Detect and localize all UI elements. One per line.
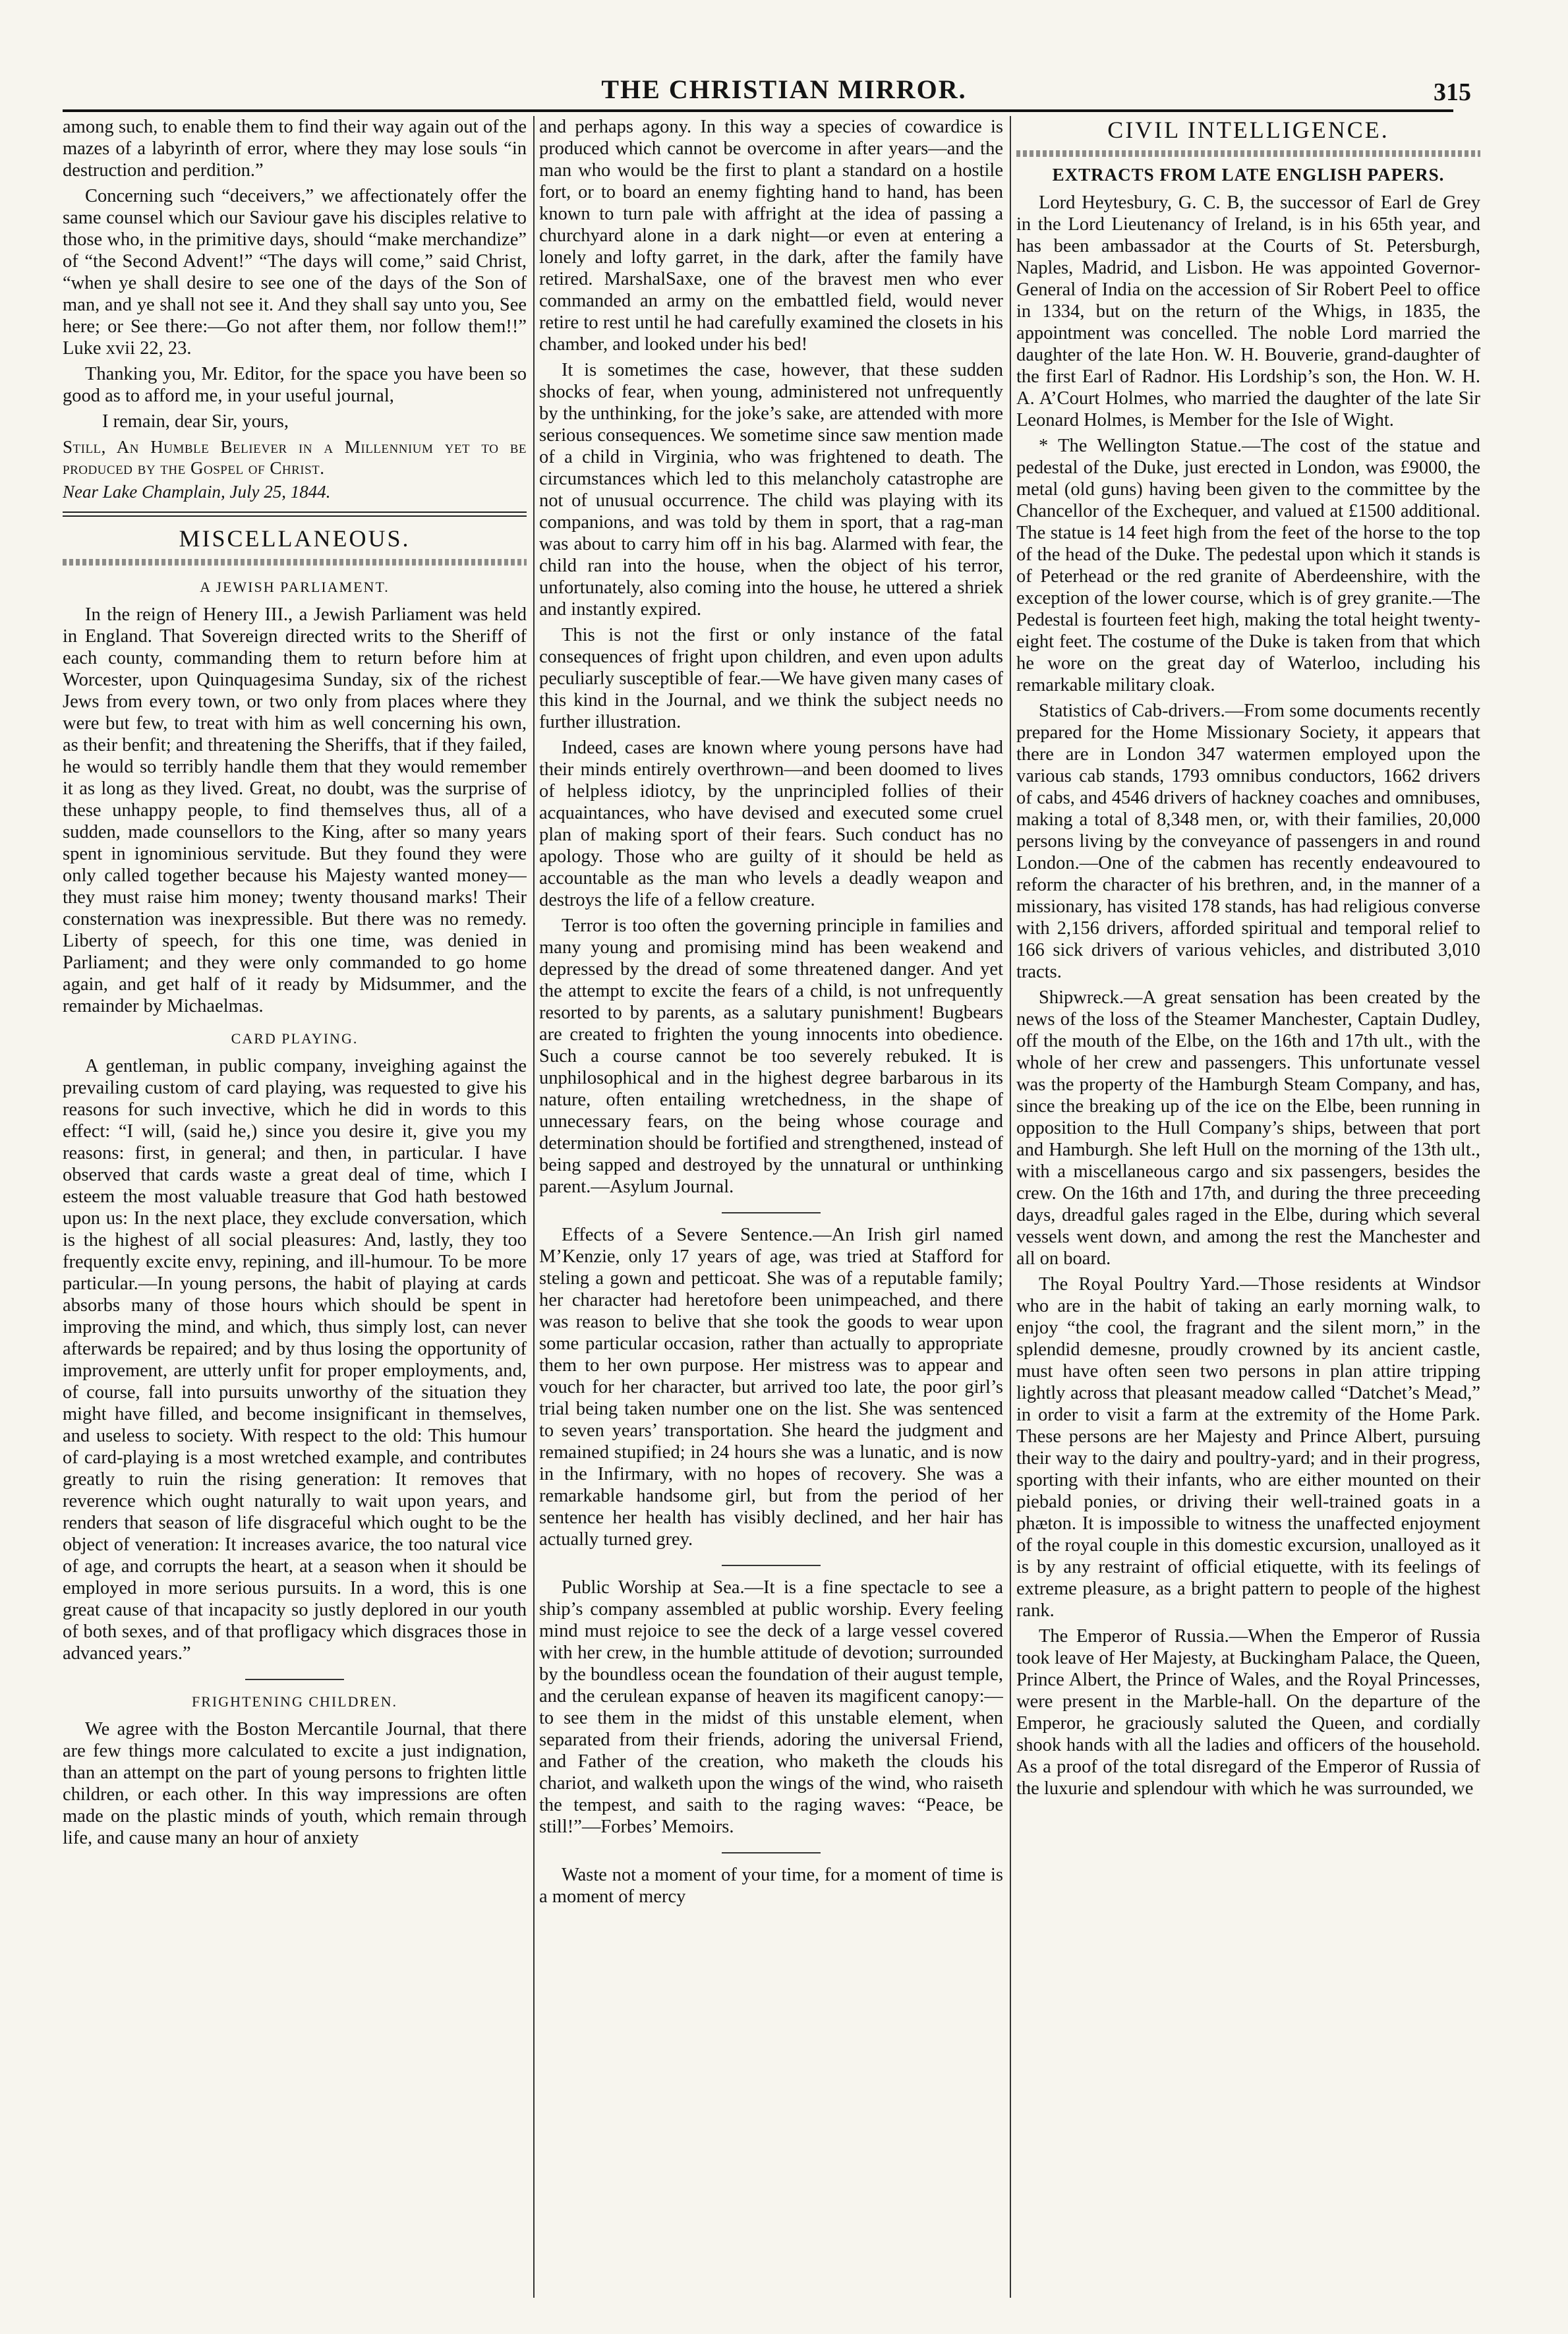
letter-paragraph: among such, to enable them to find their way again out of the mazes of a labyrinth of error, where they may lose souls “in destruction and perdition.” [63, 117, 527, 181]
letter-signature: Still, An Humble Believer in a Millennium yet to be produced by the Gospel of Christ. [63, 437, 527, 478]
article-divider [245, 1679, 344, 1680]
article-text: Lord Heytesbury, G. C. B, the successor of Earl de Grey in the Lord Lieutenancy of Ireland, is in his 65th year, and has been ambassador at the Courts of St. Petersburgh, Naples, Madrid, and Lisbon. He was appointed Governor-General of India on the accession of Sir Robert Peel to office in 1334, but on the return of the Whigs, in 1835, the appointment was concelled. The noble Lord married the daughter of the late Hon. W. H. Bouverie, grand-daughter of the first Earl of Radnor. His Lordship’s son, the Hon. W. H. A. A’Court Holmes, who married the daughter of the late Sir Leonard Holmes, is Member for the Isle of Wight. [1016, 192, 1480, 430]
article-heading: A JEWISH PARLIAMENT. [200, 579, 390, 595]
article-text: We agree with the Boston Mercantile Journal, that there are few things more calculated to excite a just indignation, than an attempt on the part of young persons to frighten little children, or each other. In this way impressions are often made on the plastic minds of youth, which remain through life, and cause many an hour of anxiety [63, 1719, 527, 1848]
article-text: This is not the first or only instance of the fatal consequences of fright upon children, and even upon adults peculiarly susceptible of fear.—We have given many cases of this kind in the Journal, and we think the subject needs no further illustration. [539, 625, 1003, 732]
article-divider [722, 1852, 821, 1853]
article-text: Public Worship at Sea.—It is a fine spectacle to see a ship’s company assembled at public worship. Every feeling mind must rejoice to see the deck of a large vessel covered with her crew, in the humble attitude of devotion; surrounded by the boundless ocean the foundation of their august temple, and the cerulean expanse of heaven its magificent canopy:—to see them in the midst of this unstable element, when separated from their friends, adoring the universal Friend, and Father of the creation, who maketh the clouds his chariot, and walketh upon the wings of the wind, who raiseth the tempest, and saith to the raging waves: “Peace, be still!”—Forbes’ Memoirs. [539, 1577, 1003, 1837]
header-rule [63, 109, 1453, 112]
article-text: The Emperor of Russia.—When the Emperor of Russia took leave of Her Majesty, at Buckingham Palace, the Queen, Prince Albert, the Prince of Wales, and the Royal Princesses, were present in the Marble-hall. On the departure of the Emperor, he graciously saluted the Queen, and cordially shook hands with all the ladies and officers of the household. As a proof of the total disregard of the Emperor of Russia of the luxurie and splendour with which he was surrounded, we [1016, 1626, 1480, 1799]
column-2 [539, 116, 1003, 2304]
article-text: Waste not a moment of your time, for a moment of time is a moment of mercy [539, 1865, 1003, 1907]
article-text: In the reign of Henery III., a Jewish Parliament was held in England. That Sovereign directed writs to the Sheriff of each county, commanding them to return before him at Worcester, upon Quinquagesima Sunday, six of the richest Jews from every town, or two only from places where they were but few, to treat with him as well concerning his own, as their benfit; and threatening the Sheriffs, that if they failed, he would so terribly handle them that they would remember it as long as they lived. Great, no doubt, was the surprise of these unhappy people, to find themselves thus, all of a sudden, made counsellors to the King, after so many years spent in ignominious servitude. But they found they were only called together because his Majesty wanted money—they must raise him money; twenty thousand marks! Their consternation was inexpressible. But there was no remedy. Liberty of speech, for this one time, was denied in Parliament; and they were only commanded to go home again, and get half of it ready by Midsummer, and the remainder by Michaelmas. [63, 604, 527, 1016]
article-divider [722, 1565, 821, 1566]
article-heading: FRIGHTENING CHILDREN. [191, 1693, 398, 1710]
page-number: 315 [1434, 78, 1471, 106]
section-heading-miscellaneous: MISCELLANEOUS. [179, 525, 411, 552]
column-divider [1010, 116, 1011, 2298]
section-rule [63, 511, 527, 517]
article-text: Statistics of Cab-drivers.—From some documents recently prepared for the Home Missionary Society, it appears that there are in London 347 watermen employed upon the various cab stands, 1793 omnibus conductors, 1662 drivers of cabs, and 4546 drivers of hackney coaches and omnibuses, making a total of 8,348 men, or, with their families, 20,000 persons living by the conveyance of passengers in and round London.—One of the cabmen has recently endeavoured to reform the character of his brethren, and, in the manner of a missionary, has visited 178 stands, has had religious converse with 2,156 drivers, afforded spiritual and temporal relief to 166 sick drivers of various vehicles, and distributed 3,010 tracts. [1016, 701, 1480, 982]
column-divider [533, 116, 535, 2298]
article-text: Effects of a Severe Sentence.—An Irish girl named M’Kenzie, only 17 years of age, was tried at Stafford for steling a gown and petticoat. She was of a reputable family; her character had heretofore been unimpeached, and there was reason to belive that she took the goods to wear upon some particular occasion, rather than actually to appropriate them to her own purpose. Her mistress was to appear and vouch for her character, but arrived too late, the poor girl’s trial being taken number one on the list. She was sentenced to seven years’ transportation. She heard the judgment and remained stupified; in 24 hours she was a lunatic, and is now in the Infirmary, with no hopes of recovery. She was a remarkable handsome girl, but from the period of her sentence her health has visibly declined, and her hair has actually turned grey. [539, 1225, 1003, 1550]
article-text: Terror is too often the governing principle in families and many young and promising mind has been weakend and depressed by the dread of some threatened danger. And yet the attempt to excite the fears of a child, is not unfrequently resorted to by parents, as a salutary punishment! Bugbears are created to frighten the young innocents into obedience. Such a course cannot be too severely rebuked. It is unphilosophical and in the highest degree barbarous in its nature, often entailing wretchedness, in the shape of unnecessary fears, on the being whose courage and determination should be fortified and strengthened, instead of being sapped and destroyed by the unnatural or unthinking parent.—Asylum Journal. [539, 916, 1003, 1197]
article-text: and perhaps agony. In this way a species of cowardice is produced which cannot be overcome in after years—and the man who would be the first to plant a standard on a hostile fort, or to board an enemy fighting hand to hand, has been known to turn pale with affright at the idea of passing a churchyard alone in a dark night—or even at entering a lonely and lofty garret, in the dark, after the family have retired. MarshalSaxe, one of the bravest men who ever commanded an army on the embattled field, would never retire to rest until he had carefully examined the closets in his chamber, and looked under his bed! [539, 117, 1003, 355]
article-text: Indeed, cases are known where young persons have had their minds entirely overthrown—and been doomed to lives of helpless idiotcy, by the unprincipled follies of their acquaintances, who have devised and executed some cruel plan of making sport of their fears. Such conduct has no apology. Those who are guilty of it should be held as accountable as the man who levels a deadly weapon and destroys the life of a fellow creature. [539, 738, 1003, 910]
column-3 [1016, 116, 1480, 2304]
article-heading: CARD PLAYING. [231, 1030, 359, 1047]
section-heading-civil-intelligence: CIVIL INTELLIGENCE. [1107, 117, 1389, 143]
decorative-rule [63, 559, 527, 566]
decorative-rule [1016, 150, 1480, 157]
article-text: The Royal Poultry Yard.—Those residents at Windsor who are in the habit of taking an early morning walk, to enjoy “the cool, the fragrant and the silent morn,” in the splendid demesne, proudly crowned by its ancient castle, must have often seen two persons in plan attire tripping lightly across that pleasant meadow called “Datchet’s Mead,” in order to visit a farm at the extremity of the Home Park. These persons are her Majesty and Prince Albert, pursuing their way to the dairy and poultry-yard; and in their progress, sporting with their infants, who are either mounted on their piebald ponies, or driving their well-trained goats in a phæton. It is impossible to witness the unaffected enjoyment of the royal couple in this domestic excursion, unalloyed as it is by any restraint of official etiquette, with its feelings of extreme pleasure, as a bright pattern to people of the highest rank. [1016, 1274, 1480, 1621]
letter-paragraph: Thanking you, Mr. Editor, for the space you have been so good as to afford me, in your useful journal, [63, 364, 527, 406]
letter-dateline: Near Lake Champlain, July 25, 1844. [63, 482, 331, 502]
section-subheading: EXTRACTS FROM LATE ENGLISH PAPERS. [1052, 165, 1445, 185]
article-text: * The Wellington Statue.—The cost of the statue and pedestal of the Duke, just erected in London, was £9000, the metal (old guns) having been given to the committee by the Chancellor of the Exchequer, and valued at £1500 additional. The statue is 14 feet high from the feet of the horse to the top of the head of the Duke. The pedestal upon which it stands is of Peterhead or the red granite of Aberdeenshire, with the exception of the lower course, which is of grey granite.—The Pedestal is fourteen feet high, making the total height twenty-eight feet. The costume of the Duke is taken from that which he wore on the great day of Waterloo, including his remarkable military cloak. [1016, 436, 1480, 695]
column-1 [63, 116, 527, 2304]
article-text: It is sometimes the case, however, that these sudden shocks of fear, when young, administered not unfrequently by the unthinking, for the joke’s sake, are attended with more serious consequences. We sometime since saw mention made of a child in Virginia, who was frightened to death. The circumstances which led to this melancholy catastrophe are not of unusual occurrence. The child was playing with its companions, and was told by them in sport, that a rag-man was about to carry him off in his bag. Alarmed with fear, the child ran into the house, when the object of his terror, unfortunately, also coming into the house, he uttered a shriek and instantly expired. [539, 360, 1003, 620]
newspaper-title: THE CHRISTIAN MIRROR. [601, 74, 967, 104]
letter-paragraph: Concerning such “deceivers,” we affectionately offer the same counsel which our Saviour gave his disciples relative to those who, in the primitive days, should “make merchandize” of “the Second Advent!” “The days will come,” said Christ, “when ye shall desire to see one of the days of the Son of man, and ye shall not see it. And they shall say unto you, See here; or See there:—Go not after them, nor follow them!!” Luke xvii 22, 23. [63, 186, 527, 359]
letter-closing: I remain, dear Sir, yours, [102, 411, 289, 432]
article-text: Shipwreck.—A great sensation has been created by the news of the loss of the Steamer Manchester, Captain Dudley, off the mouth of the Elbe, on the 16th and 17th ult., with the whole of her crew and passengers. This unfortunate vessel was the property of the Hamburgh Steam Company, and has, since the breaking up of the ice on the Elbe, been running in opposition to the Hull Company’s ships, between that port and Hamburgh. She left Hull on the morning of the 13th ult., with a miscellaneous cargo and six passengers, besides the crew. On the 16th and 17th, and during the three preceeding days, dreadful gales raged in the Elbe, during which several vessels went down, and among the rest the Manchester and all on board. [1016, 987, 1480, 1269]
article-divider [722, 1212, 821, 1213]
article-text: A gentleman, in public company, inveighing against the prevailing custom of card playing, was requested to give his reasons for such invective, which he did in words to this effect: “I will, (said he,) since you desire it, give you my reasons: first, in general; and then, in particular. I have observed that cards waste a great deal of time, which I esteem the most valuable treasure that God hath bestowed upon us: In the next place, they exclude conversation, which is the highest of all social pleasures: And, lastly, they too frequently excite envy, repining, and ill-humour. To be more particular.—In young persons, the habit of playing at cards absorbs many of those hours which should be spent in improving the mind, and which, thus simply lost, can never afterwards be repaired; and by thus losing the opportunity of improvement, are utterly unfit for proper employments, and, of course, fall into pursuits unworthy of the situation they might have filled, and become insignificant in themselves, and useless to society. With respect to the old: This humour of card-playing is a most wretched example, and contributes greatly to ruin the rising generation: It removes that reverence which ought naturally to wait upon years, and renders that season of life disgraceful which ought to be the object of veneration: It increases avarice, the too natural vice of age, and corrupts the heart, at a season when it should be employed in more serious pursuits. In a word, this is one great cause of that incapacity so justly deplored in our youth of both sexes, and of that profligacy which disgraces those in advanced years.” [63, 1056, 527, 1664]
